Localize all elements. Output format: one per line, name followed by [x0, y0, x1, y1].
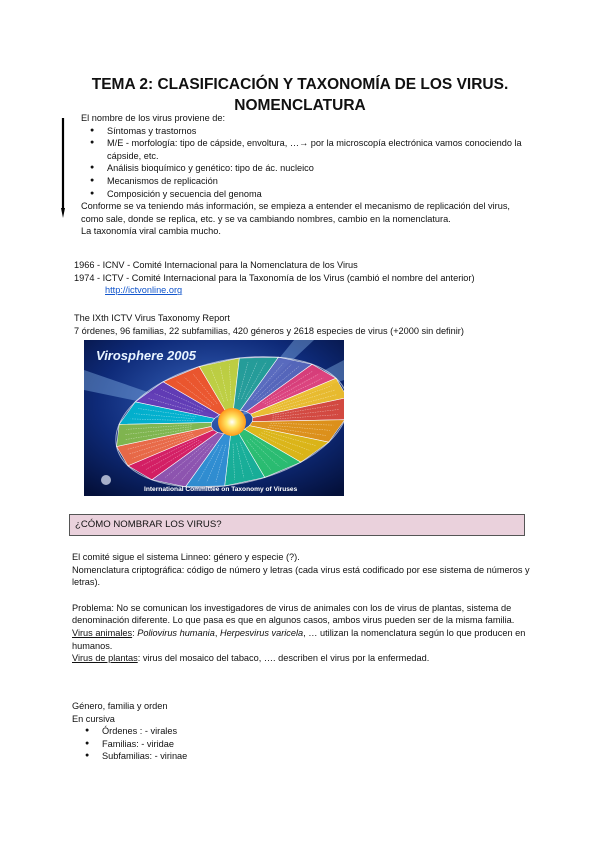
down-arrow-icon — [61, 118, 65, 218]
plant-rest: : virus del mosaico del tabaco, …. describen el virus por la enfermedad. — [137, 653, 430, 664]
list-item: ● Familias: - viridae — [76, 738, 530, 751]
naming-p3: Problema: No se comunican los investigadores de virus de animales con los de virus de plantas, sistema de denominación diferente. Lo que pasa es que en algunos casos, ambos virus pueden ser de la misma familia. — [72, 602, 515, 626]
list-item: ● M/E - morfología: tipo de cápside, envoltura, …→ por la microscopía electrónica vamos conociendo la cápside, etc. — [81, 137, 529, 162]
animal-example-2: Herpesvirus varicela — [219, 627, 304, 638]
taxa-line-1: Género, familia y orden — [72, 701, 168, 711]
naming-p2: Nomenclatura criptográfica: código de número y letras (cada virus está codificado por ese sistema de números y letras). — [72, 564, 530, 588]
image-title: Virosphere 2005 — [96, 348, 196, 363]
naming-section — [72, 551, 530, 665]
history-line-2: 1974 - ICTV - Comité Internacional para la Taxonomía de los Virus (cambió el nombre del anterior) — [74, 272, 475, 283]
taxa-line-2: En cursiva — [72, 713, 115, 724]
plant-label: Virus de plantas — [72, 653, 138, 664]
image-caption: International Committee on Taxonomy of Viruses — [144, 486, 298, 493]
title-line-2: NOMENCLATURA — [234, 97, 366, 114]
plant-viruses — [72, 652, 530, 665]
taxa-section — [72, 700, 530, 763]
intro-lead: El nombre de los virus proviene de: — [81, 113, 226, 123]
ictv-logo — [101, 475, 111, 485]
virosphere-image — [84, 340, 344, 496]
list-item: ● Mecanismos de replicación — [81, 175, 529, 188]
page-title — [40, 74, 560, 116]
list-item: ● Análisis bioquímico y genético: tipo de ác. nucleico — [81, 162, 529, 175]
list-item: ● Órdenes : - virales — [76, 725, 530, 738]
section-heading-box — [69, 514, 525, 536]
history-line-1: 1966 - ICNV - Comité Internacional para la Nomenclatura de los Virus — [74, 260, 358, 270]
ictv-link[interactable]: http://ictvonline.org — [105, 285, 183, 296]
title-line-1: TEMA 2: CLASIFICACIÓN Y TAXONOMÍA DE LOS VIRUS. — [91, 76, 509, 93]
animal-example-1: Poliovirus humania — [137, 627, 215, 638]
origin-list — [81, 125, 529, 201]
report-stats: 7 órdenes, 96 familias, 22 subfamilias, 420 géneros y 2618 especies de virus (+2000 sin definir) — [74, 325, 464, 336]
wheel-hub — [218, 408, 246, 436]
naming-p1: El comité sigue el sistema Linneo: género y especie (?). — [72, 552, 300, 562]
report-title: The IXth ICTV Virus Taxonomy Report — [74, 313, 230, 323]
section-heading: ¿CÓMO NOMBRAR LOS VIRUS? — [75, 519, 222, 530]
intro-paragraph: Conforme se va teniendo más información, se empieza a entender el mecanismo de replicación del virus, como sale, donde se replica, etc. y se va cambiando nombres, cambio en la nomenclatura. — [81, 201, 510, 224]
list-item: ● Síntomas y trastornos — [81, 125, 529, 138]
list-item: ● Subfamilias: - virinae — [76, 750, 530, 763]
animal-label: Virus animales — [72, 627, 133, 638]
animal-viruses: Virus animales: Poliovirus humania, Herpesvirus varicela, … utilizan la nomenclatura según lo que producen en humanos. — [72, 627, 526, 651]
report-section — [74, 312, 544, 337]
animal-rest: , … utilizan la nomenclatura según lo que producen en humanos. — [72, 627, 526, 651]
history-section — [74, 259, 534, 297]
list-item: ● Composición y secuencia del genoma — [81, 188, 529, 201]
intro-section — [81, 112, 529, 238]
intro-paragraph-2: La taxonomía viral cambia mucho. — [81, 226, 221, 237]
suffix-list — [76, 725, 530, 763]
